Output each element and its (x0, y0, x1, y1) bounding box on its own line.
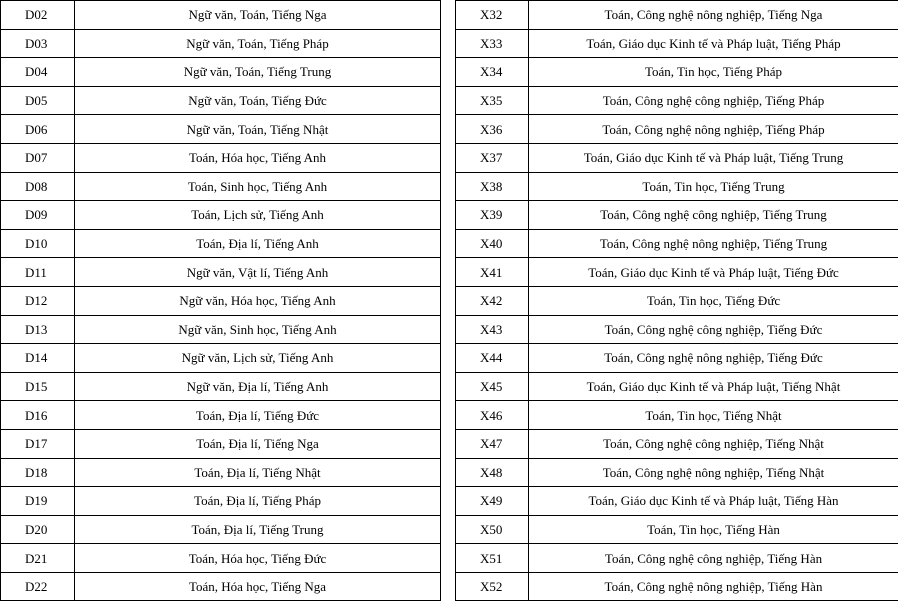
combination-code-cell: X49 (456, 487, 529, 516)
subjects-cell: Toán, Sinh học, Tiếng Anh (75, 172, 441, 201)
table-row (456, 201, 898, 230)
table-row (456, 487, 898, 516)
subjects-cell: Toán, Tin học, Tiếng Hàn (529, 515, 898, 544)
subjects-cell: Toán, Giáo dục Kinh tế và Pháp luật, Tiếng Trung (529, 143, 898, 172)
subjects-cell: Toán, Tin học, Tiếng Đức (529, 286, 898, 315)
combination-code-cell: D15 (1, 372, 75, 401)
combination-code-cell: X41 (456, 258, 529, 287)
table-row (1, 515, 441, 544)
combination-code-cell: X36 (456, 115, 529, 144)
combination-code-cell: D13 (1, 315, 75, 344)
combination-code-cell: D20 (1, 515, 75, 544)
table-row (1, 29, 441, 58)
combination-code-cell: D11 (1, 258, 75, 287)
subjects-cell: Toán, Hóa học, Tiếng Nga (75, 572, 441, 601)
combination-code-cell: D19 (1, 487, 75, 516)
table-row (1, 429, 441, 458)
combination-code-cell: D04 (1, 58, 75, 87)
combination-code-cell: D07 (1, 143, 75, 172)
table-row (1, 372, 441, 401)
combination-code-cell: X47 (456, 429, 529, 458)
subjects-cell: Ngữ văn, Hóa học, Tiếng Anh (75, 286, 441, 315)
subjects-cell: Toán, Công nghệ công nghiệp, Tiếng Nhật (529, 429, 898, 458)
combination-code-cell: D21 (1, 544, 75, 573)
table-row (1, 572, 441, 601)
combination-code-cell: D18 (1, 458, 75, 487)
combination-code-cell: D10 (1, 229, 75, 258)
table-row (456, 429, 898, 458)
subjects-cell: Toán, Địa lí, Tiếng Anh (75, 229, 441, 258)
left-table-body (1, 1, 441, 601)
table-row (1, 286, 441, 315)
subjects-cell: Toán, Hóa học, Tiếng Đức (75, 544, 441, 573)
subjects-cell: Toán, Hóa học, Tiếng Anh (75, 143, 441, 172)
table-row (1, 172, 441, 201)
table-row (1, 201, 441, 230)
combination-code-cell: D16 (1, 401, 75, 430)
subjects-cell: Ngữ văn, Toán, Tiếng Nhật (75, 115, 441, 144)
table-row (456, 544, 898, 573)
combination-code-cell: X38 (456, 172, 529, 201)
table-row (456, 258, 898, 287)
subjects-cell: Ngữ văn, Vật lí, Tiếng Anh (75, 258, 441, 287)
table-row (456, 572, 898, 601)
combination-code-cell: X40 (456, 229, 529, 258)
subjects-cell: Toán, Tin học, Tiếng Pháp (529, 58, 898, 87)
subjects-cell: Toán, Địa lí, Tiếng Pháp (75, 487, 441, 516)
combination-code-cell: D14 (1, 344, 75, 373)
subjects-cell: Toán, Công nghệ nông nghiệp, Tiếng Trung (529, 229, 898, 258)
combination-code-cell: X33 (456, 29, 529, 58)
subjects-cell: Toán, Công nghệ công nghiệp, Tiếng Hàn (529, 544, 898, 573)
subjects-cell: Toán, Địa lí, Tiếng Nhật (75, 458, 441, 487)
subjects-cell: Ngữ văn, Toán, Tiếng Trung (75, 58, 441, 87)
table-row (456, 115, 898, 144)
table-row (456, 172, 898, 201)
combination-code-cell: D06 (1, 115, 75, 144)
table-row (1, 458, 441, 487)
subjects-cell: Toán, Tin học, Tiếng Nhật (529, 401, 898, 430)
table-row (456, 344, 898, 373)
table-row (1, 58, 441, 87)
combination-code-cell: X37 (456, 143, 529, 172)
combination-code-cell: X35 (456, 86, 529, 115)
table-row (456, 143, 898, 172)
subjects-cell: Toán, Công nghệ nông nghiệp, Tiếng Pháp (529, 115, 898, 144)
table-row (456, 315, 898, 344)
subjects-cell: Ngữ văn, Sinh học, Tiếng Anh (75, 315, 441, 344)
table-row (1, 487, 441, 516)
subjects-cell: Ngữ văn, Lịch sử, Tiếng Anh (75, 344, 441, 373)
subjects-cell: Toán, Giáo dục Kinh tế và Pháp luật, Tiếng Đức (529, 258, 898, 287)
table-row (1, 315, 441, 344)
combination-code-cell: D02 (1, 1, 75, 30)
combination-code-cell: D12 (1, 286, 75, 315)
subjects-cell: Toán, Công nghệ nông nghiệp, Tiếng Đức (529, 344, 898, 373)
table-row (1, 115, 441, 144)
combination-code-cell: X45 (456, 372, 529, 401)
subjects-cell: Toán, Công nghệ công nghiệp, Tiếng Trung (529, 201, 898, 230)
combination-code-cell: X48 (456, 458, 529, 487)
table-row (456, 58, 898, 87)
table-row (1, 1, 441, 30)
table-row (1, 143, 441, 172)
table-row (1, 344, 441, 373)
subjects-cell: Toán, Công nghệ công nghiệp, Tiếng Đức (529, 315, 898, 344)
table-row (456, 372, 898, 401)
combination-code-cell: X39 (456, 201, 529, 230)
table-row (456, 401, 898, 430)
combination-code-cell: X34 (456, 58, 529, 87)
combination-code-cell: D09 (1, 201, 75, 230)
table-row (1, 544, 441, 573)
right-table-body (456, 1, 898, 601)
combination-code-cell: X43 (456, 315, 529, 344)
subjects-cell: Toán, Giáo dục Kinh tế và Pháp luật, Tiếng Pháp (529, 29, 898, 58)
combination-code-cell: D22 (1, 572, 75, 601)
combination-code-cell: X32 (456, 1, 529, 30)
subjects-cell: Toán, Giáo dục Kinh tế và Pháp luật, Tiếng Nhật (529, 372, 898, 401)
table-row (456, 458, 898, 487)
combination-code-cell: X51 (456, 544, 529, 573)
subjects-cell: Toán, Địa lí, Tiếng Đức (75, 401, 441, 430)
combination-code-cell: X46 (456, 401, 529, 430)
combination-code-cell: D05 (1, 86, 75, 115)
subjects-cell: Ngữ văn, Toán, Tiếng Đức (75, 86, 441, 115)
subjects-cell: Ngữ văn, Toán, Tiếng Pháp (75, 29, 441, 58)
combination-code-cell: X44 (456, 344, 529, 373)
combination-code-cell: X42 (456, 286, 529, 315)
subjects-cell: Toán, Tin học, Tiếng Trung (529, 172, 898, 201)
table-row (456, 29, 898, 58)
subjects-cell: Toán, Địa lí, Tiếng Trung (75, 515, 441, 544)
subjects-cell: Toán, Công nghệ công nghiệp, Tiếng Pháp (529, 86, 898, 115)
subjects-cell: Ngữ văn, Địa lí, Tiếng Anh (75, 372, 441, 401)
combination-code-cell: X50 (456, 515, 529, 544)
subjects-cell: Ngữ văn, Toán, Tiếng Nga (75, 1, 441, 30)
combination-code-cell: D03 (1, 29, 75, 58)
subjects-cell: Toán, Công nghệ nông nghiệp, Tiếng Nhật (529, 458, 898, 487)
table-row (1, 229, 441, 258)
subjects-cell: Toán, Địa lí, Tiếng Nga (75, 429, 441, 458)
subjects-cell: Toán, Lịch sử, Tiếng Anh (75, 201, 441, 230)
right-subject-combination-table (455, 0, 898, 601)
combination-code-cell: D17 (1, 429, 75, 458)
table-row (456, 229, 898, 258)
combination-code-cell: X52 (456, 572, 529, 601)
table-row (456, 86, 898, 115)
subjects-cell: Toán, Công nghệ nông nghiệp, Tiếng Hàn (529, 572, 898, 601)
table-row (456, 1, 898, 30)
table-row (1, 258, 441, 287)
left-subject-combination-table (0, 0, 441, 601)
table-row (1, 86, 441, 115)
table-row (1, 401, 441, 430)
table-row (456, 286, 898, 315)
subjects-cell: Toán, Giáo dục Kinh tế và Pháp luật, Tiếng Hàn (529, 487, 898, 516)
subjects-cell: Toán, Công nghệ nông nghiệp, Tiếng Nga (529, 1, 898, 30)
combination-code-cell: D08 (1, 172, 75, 201)
table-row (456, 515, 898, 544)
